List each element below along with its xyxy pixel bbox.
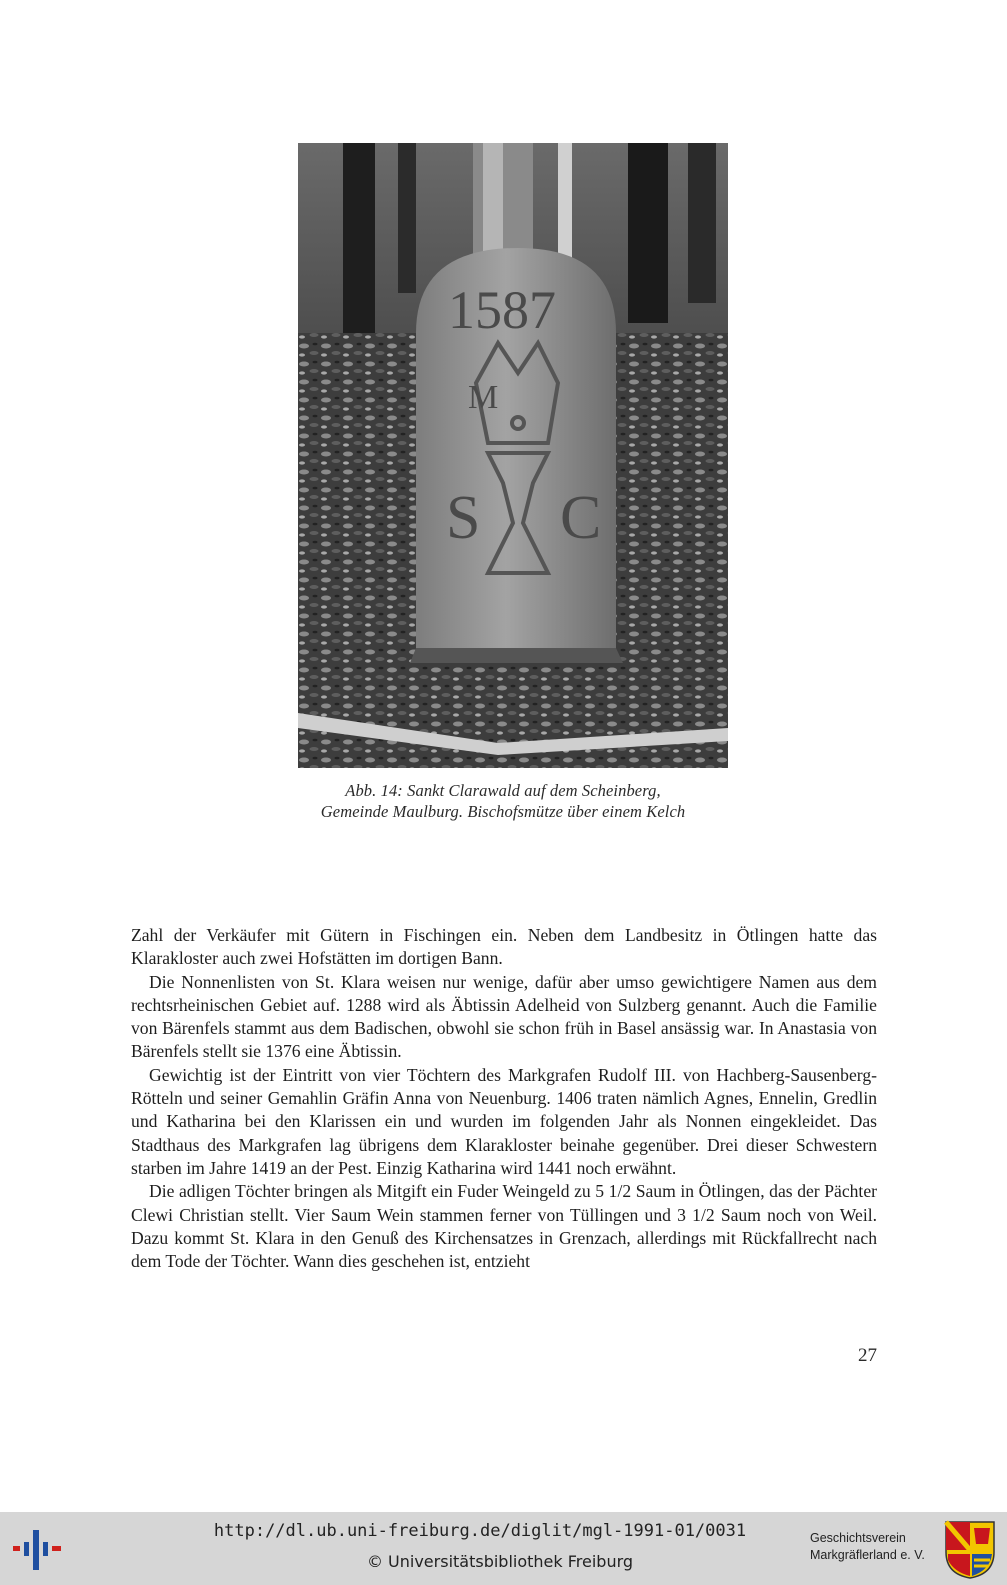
caption-line-2: Gemeinde Maulburg. Bischofsmütze über einem Kelch (320, 802, 686, 821)
org-line-1: Geschichtsverein (810, 1531, 906, 1545)
stone-year-text: 1587 (448, 280, 556, 340)
copyright-text: © Universitätsbibliothek Freiburg (366, 1552, 634, 1571)
stone-letter-s: S (446, 484, 481, 552)
footer-bar (0, 1512, 1007, 1585)
org-line-2: Markgräflerland e. V. (810, 1548, 925, 1562)
paragraph: Die adligen Töchter bringen als Mitgift ein Fuder Weingeld zu 5 1/2 Saum in Ötlingen, das der Pächter Clewi Christian stellt. Vier Saum Wein stammen ferner von Tüllingen und 3 1/2 Saum noch von Weil. Dazu kommt St. Klara in den Genuß des Kirchensatzes in Grenzach, allerdings mit Rückfallrecht nach dem Tode der Töchter. Wann dies geschehen ist, entzieht (131, 1181, 877, 1272)
caption-line-1: Abb. 14: Sankt Clarawald auf dem Scheinberg, (345, 781, 661, 800)
paragraph: Gewichtig ist der Eintritt von vier Töchtern des Markgrafen Rudolf III. von Hachberg-Sausenberg-Rötteln und seiner Gemahlin Gräfin Anna von Neuenburg. 1406 traten nämlich Agnes, Ennelin, Gredlin und Katharina bei den Klarissen ein und wurden im folgenden Jahr als Nonnen eingekleidet. Das Stadthaus des Markgrafen lag übrigens dem Klarakloster beinahe gegenüber. Drei dieser Schwestern starben im Jahre 1419 an der Pest. Einzig Katharina wird 1441 noch erwähnt. (131, 1064, 877, 1178)
paragraph: Die Nonnenlisten von St. Klara weisen nur wenige, dafür aber umso gewichtigere Namen aus dem rechtsrheinischen Gebiet auf. 1288 wird als Äbtissin Adelheid von Sulzberg genannt. Auch die Familie von Bärenfels stammt aus dem Badischen, obwohl sie schon früh in Basel ansässig war. In Anastasia von Bärenfels stellt sie 1376 eine Äbtissin. (131, 971, 877, 1062)
page-number: 27 (858, 1345, 877, 1366)
ub-freiburg-logo-icon[interactable] (12, 1524, 64, 1574)
markgraeflerland-crest-icon[interactable] (944, 1520, 996, 1580)
document-url-link[interactable]: http://dl.ub.uni-freiburg.de/diglit/mgl-1991-01/0031 (213, 1521, 747, 1541)
body-text (131, 924, 877, 1273)
org-name (810, 1530, 925, 1564)
paragraph: Zahl der Verkäufer mit Gütern in Fischingen ein. Neben dem Landbesitz in Ötlingen hatte das Klarakloster auch zwei Hofstätten im dortigen Bann. (131, 925, 877, 969)
boundary-stone-photo (298, 143, 728, 768)
figure-photo (298, 143, 728, 768)
figure-caption (200, 780, 806, 822)
stone-letter-m: M (468, 379, 499, 416)
stone-letter-c: C (560, 484, 602, 552)
